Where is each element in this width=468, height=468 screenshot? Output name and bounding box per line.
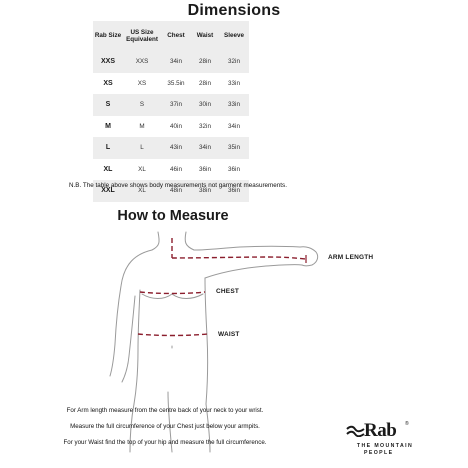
table-cell: XXL: [93, 180, 123, 202]
column-header: US Size Equivalent: [123, 21, 161, 51]
logo-wordmark: Rab: [364, 420, 397, 441]
section-title: How to Measure: [117, 208, 229, 224]
table-cell: 35.5in: [167, 79, 185, 87]
page-title: Dimensions: [187, 2, 281, 19]
waist-instruction: For your Waist find the top of your hip and measure the full circumference.: [63, 439, 267, 446]
table-cell: 32in: [219, 51, 249, 73]
table-note: N.B. The table above shows body measurements not garment measurements.: [69, 182, 287, 189]
waist-label: WAIST: [218, 331, 240, 338]
rab-logo: [342, 420, 412, 460]
table-cell: 43in: [161, 137, 191, 159]
torso-right-outline: [205, 278, 208, 404]
neck-outline: [152, 232, 159, 250]
right-shoulder-outline: [194, 246, 300, 250]
table-cell: L: [93, 137, 123, 159]
table-cell: 33in: [228, 79, 240, 87]
table-cell: S: [93, 94, 123, 116]
table-cell: 34in: [191, 137, 219, 159]
table-cell: 28in: [191, 51, 219, 73]
table-cell: 38in: [191, 180, 219, 202]
arm-length-line: [172, 257, 306, 259]
waist-measure-line: [138, 334, 207, 336]
table-cell: XL: [103, 165, 113, 173]
neck-outline-right: [185, 232, 194, 250]
table-cell: 34in: [228, 122, 240, 130]
table-cell: 37in: [161, 94, 191, 116]
arm-instruction: For Arm length measure from the centre back of your neck to your wrist.: [66, 407, 264, 414]
table-cell: 36in: [199, 165, 211, 173]
column-header: Rab Size: [93, 21, 123, 51]
table-cell: XS: [137, 79, 147, 87]
table-cell: 34in: [161, 51, 191, 73]
table-cell: 46in: [170, 165, 182, 173]
right-arm-lower: [205, 265, 302, 278]
table-cell: 40in: [170, 122, 182, 130]
left-shoulder-outline: [110, 250, 152, 376]
left-arm-inner: [122, 296, 135, 382]
column-header: Waist: [191, 21, 219, 51]
table-cell: 28in: [199, 79, 211, 87]
table-cell: S: [123, 94, 161, 116]
table-cell: 36in: [219, 180, 249, 202]
table-cell: 30in: [191, 94, 219, 116]
table-cell: L: [123, 137, 161, 159]
chest-label: CHEST: [216, 288, 240, 295]
table-cell: 35in: [219, 137, 249, 159]
table-cell: 33in: [219, 94, 249, 116]
pec-left: [142, 294, 172, 299]
chest-measure-line: [140, 292, 205, 294]
pec-right: [172, 294, 203, 299]
table-cell: 48in: [161, 180, 191, 202]
table-cell: XL: [138, 165, 146, 173]
table-cell: XXS: [123, 51, 161, 73]
table-cell: M: [139, 122, 145, 130]
logo-tagline-2: PEOPLE: [364, 450, 394, 456]
right-hand-outline: [300, 247, 318, 266]
table-cell: 32in: [199, 122, 211, 130]
arm-length-label: ARM LENGTH: [328, 254, 374, 261]
chest-instruction: Measure the full circumference of your Chest just below your armpits.: [70, 423, 260, 430]
table-cell: M: [105, 122, 111, 130]
column-header: Sleeve: [219, 21, 249, 51]
table-cell: XS: [103, 79, 113, 87]
table-cell: XL: [123, 180, 161, 202]
table-cell: 36in: [228, 165, 240, 173]
mountain-swoosh-icon: [346, 425, 366, 437]
registered-mark: ®: [405, 421, 409, 427]
torso-left-outline: [134, 290, 140, 404]
column-header: Chest: [161, 21, 191, 51]
table-cell: XXS: [93, 51, 123, 73]
logo-tagline: THE MOUNTAIN: [356, 443, 414, 449]
